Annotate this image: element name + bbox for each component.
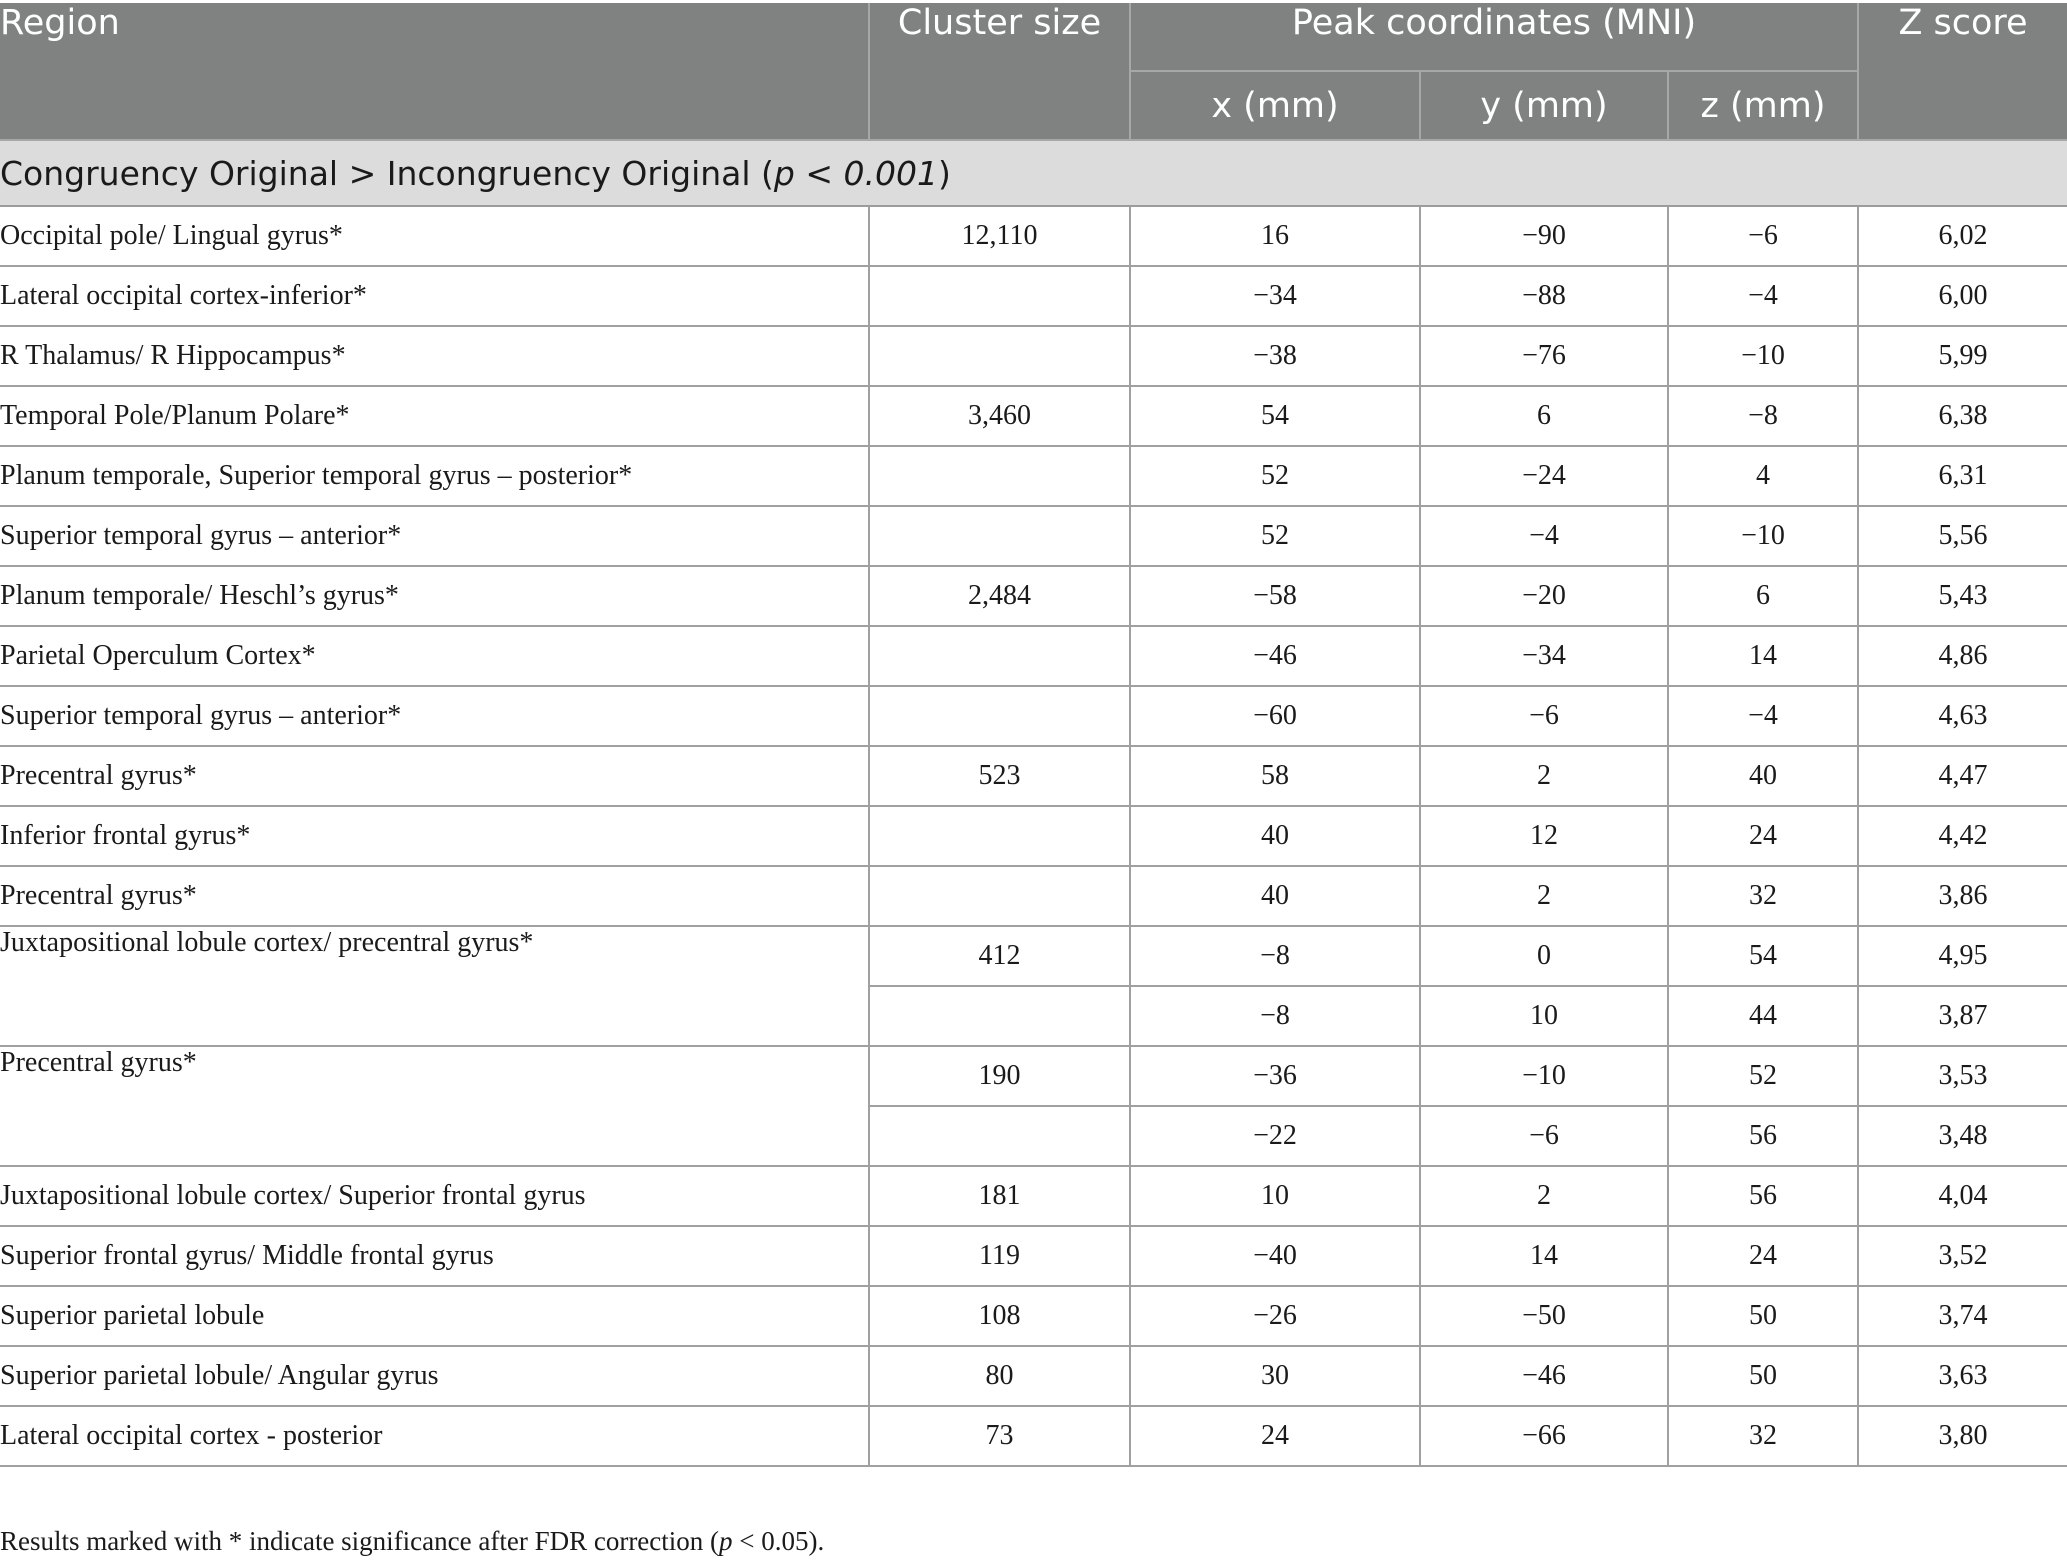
cell-y: 0 [1420, 926, 1668, 986]
table-row [0, 446, 2067, 506]
cell-zscore: 6,38 [1858, 386, 2067, 446]
cell-region: Temporal Pole/Planum Polare* [0, 386, 869, 446]
cell-region: Occipital pole/ Lingual gyrus* [0, 206, 869, 266]
table-row [0, 566, 2067, 626]
cell-y: −76 [1420, 326, 1668, 386]
cell-region: R Thalamus/ R Hippocampus* [0, 326, 869, 386]
cell-z: 44 [1668, 986, 1858, 1046]
table-row [0, 866, 2067, 926]
cell-z: 56 [1668, 1106, 1858, 1166]
cell-region: Lateral occipital cortex-inferior* [0, 266, 869, 326]
cell-zscore: 3,48 [1858, 1106, 2067, 1166]
cell-x: 30 [1130, 1346, 1420, 1406]
table-row [0, 1226, 2067, 1286]
table-row [0, 506, 2067, 566]
cell-z: −4 [1668, 686, 1858, 746]
cell-cluster [869, 506, 1130, 566]
cell-cluster: 119 [869, 1226, 1130, 1286]
cell-cluster [869, 986, 1130, 1046]
cell-zscore: 3,86 [1858, 866, 2067, 926]
cell-y: 10 [1420, 986, 1668, 1046]
cell-x: 16 [1130, 206, 1420, 266]
cell-y: −88 [1420, 266, 1668, 326]
cell-x: 52 [1130, 446, 1420, 506]
section-p-value: 0.001 [843, 153, 938, 193]
cell-y: −24 [1420, 446, 1668, 506]
cell-cluster [869, 626, 1130, 686]
cell-cluster [869, 446, 1130, 506]
cell-x: 10 [1130, 1166, 1420, 1226]
cell-cluster [869, 686, 1130, 746]
cell-zscore: 6,31 [1858, 446, 2067, 506]
cell-z: 54 [1668, 926, 1858, 986]
cell-region: Parietal Operculum Cortex* [0, 626, 869, 686]
table-row [0, 926, 2067, 986]
cell-x: −22 [1130, 1106, 1420, 1166]
cell-zscore: 5,43 [1858, 566, 2067, 626]
header-cluster-size: Cluster size [869, 3, 1130, 140]
cell-zscore: 4,63 [1858, 686, 2067, 746]
cell-cluster [869, 266, 1130, 326]
cell-z: 32 [1668, 866, 1858, 926]
cell-zscore: 3,87 [1858, 986, 2067, 1046]
cell-x: −46 [1130, 626, 1420, 686]
cell-z: 50 [1668, 1346, 1858, 1406]
footnote [0, 1526, 824, 1557]
cell-cluster: 3,460 [869, 386, 1130, 446]
cell-cluster [869, 866, 1130, 926]
table-row [0, 326, 2067, 386]
cell-z: 52 [1668, 1046, 1858, 1106]
cell-zscore: 4,47 [1858, 746, 2067, 806]
table-row [0, 386, 2067, 446]
section-p-letter: p [773, 153, 795, 193]
cell-x: −36 [1130, 1046, 1420, 1106]
cell-cluster: 12,110 [869, 206, 1130, 266]
cell-z: −8 [1668, 386, 1858, 446]
cell-cluster [869, 326, 1130, 386]
cell-x: 54 [1130, 386, 1420, 446]
section-p-relation: < [794, 153, 844, 193]
cell-y: −4 [1420, 506, 1668, 566]
cell-z: 24 [1668, 806, 1858, 866]
cell-y: −90 [1420, 206, 1668, 266]
section-suffix: ) [938, 153, 951, 193]
header-x: x (mm) [1130, 71, 1420, 140]
footnote-prefix: Results marked with * indicate significance after FDR correction ( [0, 1526, 720, 1556]
table-row [0, 806, 2067, 866]
cell-zscore: 4,86 [1858, 626, 2067, 686]
footnote-p-letter: p [719, 1526, 733, 1556]
cell-x: −58 [1130, 566, 1420, 626]
cell-cluster: 181 [869, 1166, 1130, 1226]
cell-x: 58 [1130, 746, 1420, 806]
cell-cluster: 108 [869, 1286, 1130, 1346]
cell-x: −38 [1130, 326, 1420, 386]
cell-zscore: 3,63 [1858, 1346, 2067, 1406]
cell-z: −6 [1668, 206, 1858, 266]
cell-region: Precentral gyrus* [0, 866, 869, 926]
cell-zscore: 4,42 [1858, 806, 2067, 866]
table-row [0, 686, 2067, 746]
cell-cluster: 80 [869, 1346, 1130, 1406]
cell-region: Juxtapositional lobule cortex/ Superior frontal gyrus [0, 1166, 869, 1226]
cell-region: Precentral gyrus* [0, 746, 869, 806]
cell-region: Juxtapositional lobule cortex/ precentral gyrus* [0, 926, 869, 1046]
cell-x: 40 [1130, 866, 1420, 926]
cell-x: −60 [1130, 686, 1420, 746]
cell-region: Superior frontal gyrus/ Middle frontal gyrus [0, 1226, 869, 1286]
table-row [0, 746, 2067, 806]
cell-zscore: 4,04 [1858, 1166, 2067, 1226]
header-y: y (mm) [1420, 71, 1668, 140]
results-table [0, 3, 2067, 1467]
cell-region: Superior parietal lobule [0, 1286, 869, 1346]
cell-x: −40 [1130, 1226, 1420, 1286]
cell-cluster: 190 [869, 1046, 1130, 1106]
cell-zscore: 3,80 [1858, 1406, 2067, 1466]
table-row [0, 1046, 2067, 1106]
cell-x: 24 [1130, 1406, 1420, 1466]
cell-z: 50 [1668, 1286, 1858, 1346]
cell-x: 52 [1130, 506, 1420, 566]
cell-y: 2 [1420, 1166, 1668, 1226]
cell-y: 14 [1420, 1226, 1668, 1286]
cell-y: 2 [1420, 746, 1668, 806]
header-z-score: Z score [1858, 3, 2067, 140]
cell-zscore: 4,95 [1858, 926, 2067, 986]
cell-y: 2 [1420, 866, 1668, 926]
cell-zscore: 3,53 [1858, 1046, 2067, 1106]
cell-zscore: 3,52 [1858, 1226, 2067, 1286]
cell-y: −20 [1420, 566, 1668, 626]
cell-y: −6 [1420, 686, 1668, 746]
cell-z: 14 [1668, 626, 1858, 686]
cell-cluster [869, 806, 1130, 866]
cell-region: Planum temporale/ Heschl’s gyrus* [0, 566, 869, 626]
cell-region: Inferior frontal gyrus* [0, 806, 869, 866]
table-row [0, 1346, 2067, 1406]
section-prefix: Congruency Original > Incongruency Original ( [0, 153, 774, 193]
cell-z: −10 [1668, 506, 1858, 566]
cell-z: 40 [1668, 746, 1858, 806]
cell-zscore: 5,56 [1858, 506, 2067, 566]
cell-zscore: 6,02 [1858, 206, 2067, 266]
cell-zscore: 6,00 [1858, 266, 2067, 326]
cell-region: Superior parietal lobule/ Angular gyrus [0, 1346, 869, 1406]
cell-cluster: 2,484 [869, 566, 1130, 626]
cell-y: −34 [1420, 626, 1668, 686]
cell-zscore: 3,74 [1858, 1286, 2067, 1346]
cell-y: 6 [1420, 386, 1668, 446]
cell-region: Superior temporal gyrus – anterior* [0, 506, 869, 566]
table-row [0, 266, 2067, 326]
cell-region: Planum temporale, Superior temporal gyrus – posterior* [0, 446, 869, 506]
cell-z: 56 [1668, 1166, 1858, 1226]
cell-y: −66 [1420, 1406, 1668, 1466]
cell-y: −46 [1420, 1346, 1668, 1406]
cell-z: 24 [1668, 1226, 1858, 1286]
cell-z: 4 [1668, 446, 1858, 506]
footnote-suffix: < 0.05). [732, 1526, 825, 1556]
table-row [0, 206, 2067, 266]
table-row [0, 1286, 2067, 1346]
cell-y: −10 [1420, 1046, 1668, 1106]
table-row [0, 1166, 2067, 1226]
cell-x: 40 [1130, 806, 1420, 866]
cell-cluster: 73 [869, 1406, 1130, 1466]
cell-y: 12 [1420, 806, 1668, 866]
cell-region: Lateral occipital cortex - posterior [0, 1406, 869, 1466]
cell-x: −34 [1130, 266, 1420, 326]
cell-x: −8 [1130, 986, 1420, 1046]
header-region: Region [0, 3, 869, 140]
table-row [0, 1406, 2067, 1466]
cell-z: 6 [1668, 566, 1858, 626]
cell-y: −50 [1420, 1286, 1668, 1346]
cell-x: −26 [1130, 1286, 1420, 1346]
cell-zscore: 5,99 [1858, 326, 2067, 386]
header-peak-coordinates: Peak coordinates (MNI) [1130, 3, 1858, 71]
cell-cluster [869, 1106, 1130, 1166]
cell-y: −6 [1420, 1106, 1668, 1166]
cell-region: Superior temporal gyrus – anterior* [0, 686, 869, 746]
cell-region: Precentral gyrus* [0, 1046, 869, 1166]
cell-x: −8 [1130, 926, 1420, 986]
cell-cluster: 412 [869, 926, 1130, 986]
table-row [0, 626, 2067, 686]
cell-z: −10 [1668, 326, 1858, 386]
section-heading [0, 140, 2067, 206]
cell-cluster: 523 [869, 746, 1130, 806]
cell-z: −4 [1668, 266, 1858, 326]
header-z: z (mm) [1668, 71, 1858, 140]
cell-z: 32 [1668, 1406, 1858, 1466]
